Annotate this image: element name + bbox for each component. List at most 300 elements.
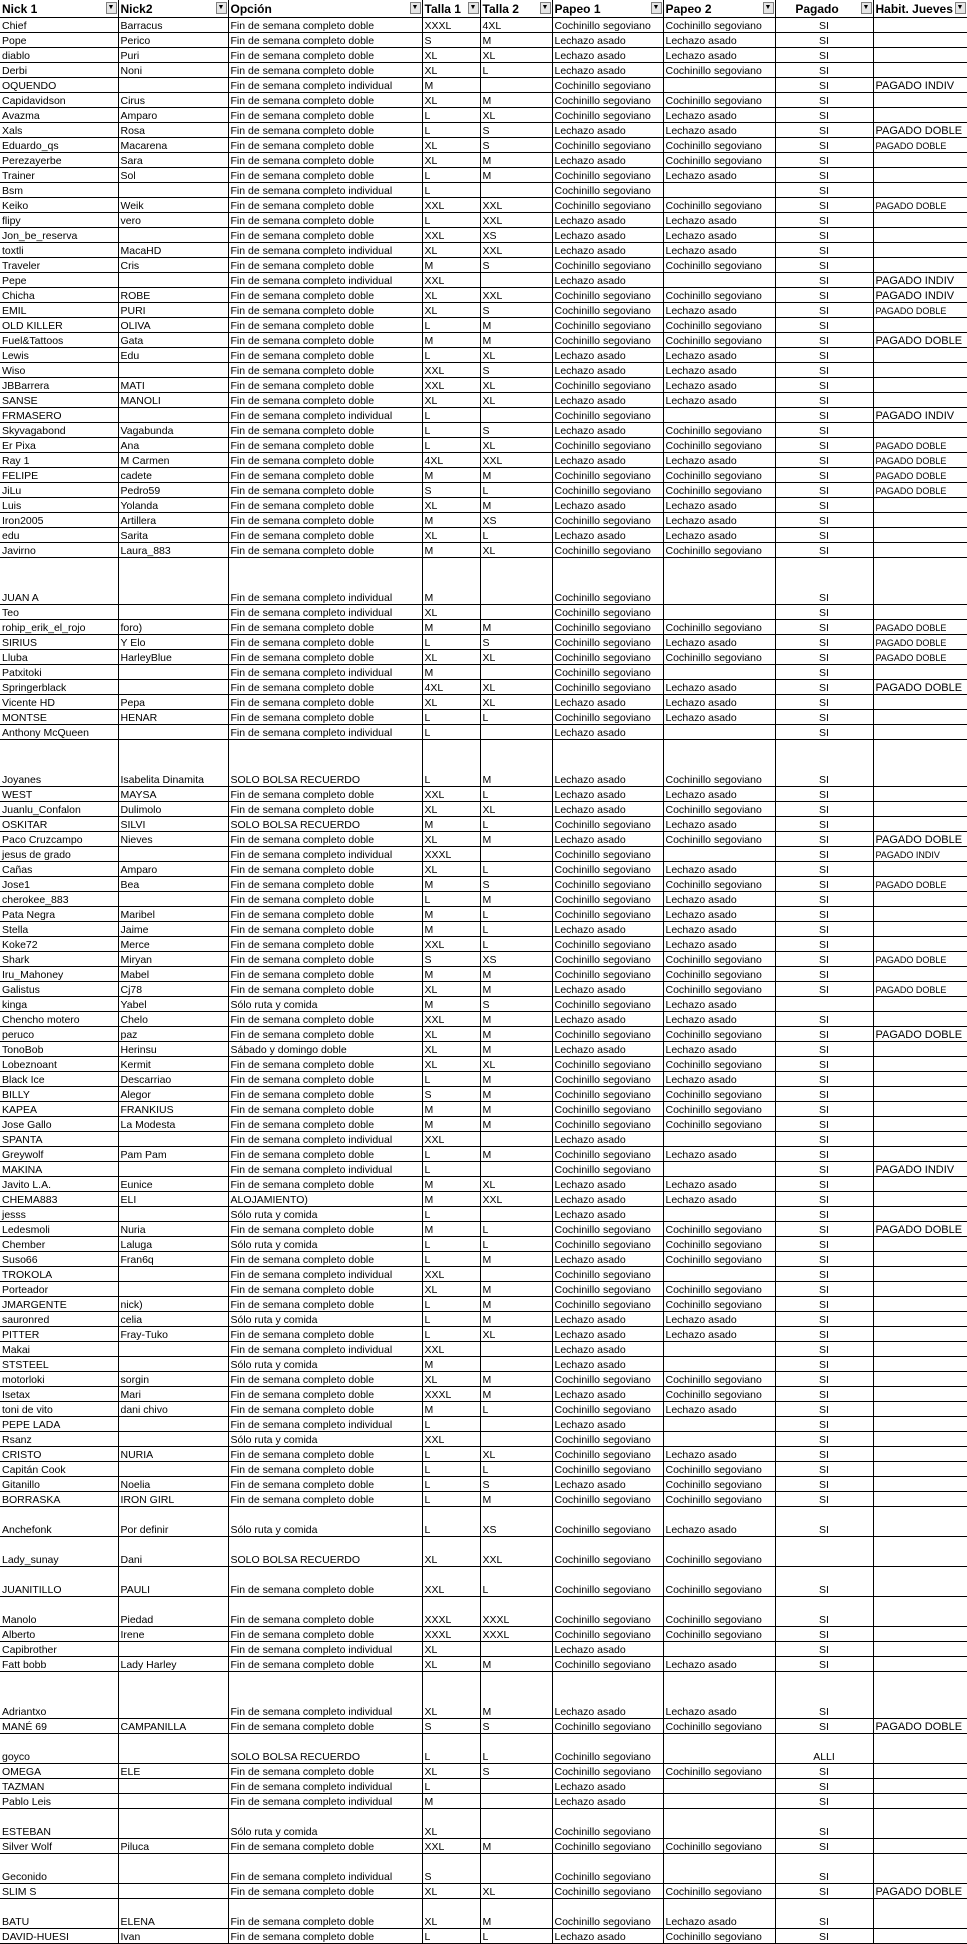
cell-nick2[interactable]: [118, 1884, 228, 1899]
cell-pagado[interactable]: SI: [775, 468, 873, 483]
cell-nick2[interactable]: [118, 228, 228, 243]
cell-nick1[interactable]: Capidavidson: [0, 93, 118, 108]
cell-opcion[interactable]: Fin de semana completo doble: [228, 802, 422, 817]
cell-nick2[interactable]: Macarena: [118, 138, 228, 153]
cell-habit-jueves[interactable]: [873, 997, 967, 1012]
cell-talla2[interactable]: L: [480, 483, 552, 498]
cell-talla1[interactable]: XL: [422, 1282, 480, 1297]
cell-talla1[interactable]: M: [422, 1192, 480, 1207]
cell-pagado[interactable]: SI: [775, 680, 873, 695]
cell-talla2[interactable]: L: [480, 862, 552, 877]
cell-pagado[interactable]: SI: [775, 695, 873, 710]
cell-nick2[interactable]: MATI: [118, 378, 228, 393]
cell-pagado[interactable]: SI: [775, 213, 873, 228]
cell-talla1[interactable]: L: [422, 318, 480, 333]
cell-nick2[interactable]: FRANKIUS: [118, 1102, 228, 1117]
cell-talla2[interactable]: XL: [480, 393, 552, 408]
cell-opcion[interactable]: Fin de semana completo doble: [228, 1477, 422, 1492]
cell-nick2[interactable]: celia: [118, 1312, 228, 1327]
cell-papeo2[interactable]: Lechazo asado: [663, 695, 775, 710]
cell-nick2[interactable]: Alegor: [118, 1087, 228, 1102]
cell-habit-jueves[interactable]: [873, 1417, 967, 1432]
cell-opcion[interactable]: Fin de semana completo doble: [228, 123, 422, 138]
cell-papeo1[interactable]: Cochinillo segoviano: [552, 817, 663, 832]
cell-talla1[interactable]: M: [422, 333, 480, 348]
cell-opcion[interactable]: Fin de semana completo doble: [228, 1087, 422, 1102]
cell-pagado[interactable]: SI: [775, 1327, 873, 1342]
cell-nick2[interactable]: Piluca: [118, 1839, 228, 1854]
cell-pagado[interactable]: SI: [775, 1642, 873, 1657]
cell-habit-jueves[interactable]: [873, 907, 967, 922]
cell-opcion[interactable]: Fin de semana completo doble: [228, 1402, 422, 1417]
cell-habit-jueves[interactable]: [873, 802, 967, 817]
cell-talla1[interactable]: M: [422, 1402, 480, 1417]
cell-papeo2[interactable]: Cochinillo segoviano: [663, 1087, 775, 1102]
cell-pagado[interactable]: SI: [775, 605, 873, 620]
cell-papeo2[interactable]: Lechazo asado: [663, 1672, 775, 1719]
cell-pagado[interactable]: SI: [775, 1207, 873, 1222]
cell-opcion[interactable]: Fin de semana completo doble: [228, 18, 422, 33]
cell-papeo1[interactable]: Cochinillo segoviano: [552, 78, 663, 93]
cell-habit-jueves[interactable]: [873, 393, 967, 408]
cell-pagado[interactable]: SI: [775, 228, 873, 243]
cell-talla1[interactable]: XL: [422, 862, 480, 877]
cell-nick2[interactable]: Sara: [118, 153, 228, 168]
cell-habit-jueves[interactable]: [873, 1252, 967, 1267]
cell-opcion[interactable]: Fin de semana completo doble: [228, 228, 422, 243]
cell-pagado[interactable]: SI: [775, 1387, 873, 1402]
cell-habit-jueves[interactable]: [873, 1672, 967, 1719]
cell-papeo1[interactable]: Lechazo asado: [552, 1417, 663, 1432]
cell-talla1[interactable]: XL: [422, 63, 480, 78]
cell-habit-jueves[interactable]: PAGADO DOBLE: [873, 198, 967, 213]
cell-nick2[interactable]: [118, 892, 228, 907]
cell-opcion[interactable]: Fin de semana completo doble: [228, 922, 422, 937]
cell-habit-jueves[interactable]: [873, 740, 967, 787]
cell-opcion[interactable]: Fin de semana completo doble: [228, 213, 422, 228]
cell-habit-jueves[interactable]: [873, 1267, 967, 1282]
cell-talla1[interactable]: L: [422, 123, 480, 138]
cell-nick2[interactable]: Kermit: [118, 1057, 228, 1072]
cell-pagado[interactable]: SI: [775, 1839, 873, 1854]
cell-talla2[interactable]: [480, 273, 552, 288]
cell-talla2[interactable]: S: [480, 138, 552, 153]
cell-talla1[interactable]: L: [422, 1477, 480, 1492]
cell-opcion[interactable]: Fin de semana completo individual: [228, 847, 422, 862]
cell-talla1[interactable]: XL: [422, 832, 480, 847]
cell-talla2[interactable]: XS: [480, 228, 552, 243]
cell-habit-jueves[interactable]: [873, 787, 967, 802]
cell-talla1[interactable]: XXL: [422, 1432, 480, 1447]
cell-talla2[interactable]: M: [480, 1072, 552, 1087]
cell-talla1[interactable]: M: [422, 1222, 480, 1237]
cell-pagado[interactable]: SI: [775, 378, 873, 393]
cell-pagado[interactable]: SI: [775, 1342, 873, 1357]
cell-nick2[interactable]: [118, 1132, 228, 1147]
cell-opcion[interactable]: Fin de semana completo doble: [228, 1147, 422, 1162]
cell-talla2[interactable]: M: [480, 1042, 552, 1057]
cell-talla1[interactable]: XXXL: [422, 1387, 480, 1402]
cell-talla2[interactable]: XL: [480, 1447, 552, 1462]
cell-opcion[interactable]: Sólo ruta y comida: [228, 1312, 422, 1327]
cell-talla2[interactable]: XXL: [480, 288, 552, 303]
cell-talla1[interactable]: XL: [422, 1537, 480, 1567]
cell-opcion[interactable]: Fin de semana completo doble: [228, 348, 422, 363]
cell-pagado[interactable]: SI: [775, 1657, 873, 1672]
cell-talla2[interactable]: S: [480, 1764, 552, 1779]
cell-pagado[interactable]: SI: [775, 620, 873, 635]
cell-papeo1[interactable]: Lechazo asado: [552, 423, 663, 438]
cell-pagado[interactable]: SI: [775, 258, 873, 273]
cell-talla1[interactable]: XXL: [422, 1132, 480, 1147]
cell-opcion[interactable]: Fin de semana completo doble: [228, 787, 422, 802]
cell-papeo1[interactable]: Cochinillo segoviano: [552, 605, 663, 620]
cell-nick1[interactable]: Anchefonk: [0, 1507, 118, 1537]
cell-talla1[interactable]: M: [422, 513, 480, 528]
cell-talla1[interactable]: XXL: [422, 787, 480, 802]
cell-nick2[interactable]: MacaHD: [118, 243, 228, 258]
cell-papeo2[interactable]: [663, 1809, 775, 1839]
cell-habit-jueves[interactable]: [873, 1567, 967, 1597]
cell-talla1[interactable]: L: [422, 213, 480, 228]
cell-talla1[interactable]: M: [422, 1102, 480, 1117]
cell-pagado[interactable]: SI: [775, 408, 873, 423]
cell-pagado[interactable]: SI: [775, 1147, 873, 1162]
cell-talla2[interactable]: XL: [480, 802, 552, 817]
cell-talla1[interactable]: M: [422, 258, 480, 273]
cell-nick2[interactable]: Pepa: [118, 695, 228, 710]
cell-talla1[interactable]: M: [422, 1357, 480, 1372]
cell-papeo1[interactable]: Cochinillo segoviano: [552, 1537, 663, 1567]
cell-papeo1[interactable]: Cochinillo segoviano: [552, 1027, 663, 1042]
cell-habit-jueves[interactable]: [873, 1462, 967, 1477]
cell-habit-jueves[interactable]: [873, 258, 967, 273]
cell-talla1[interactable]: XL: [422, 153, 480, 168]
cell-opcion[interactable]: Fin de semana completo doble: [228, 1327, 422, 1342]
cell-papeo2[interactable]: Lechazo asado: [663, 393, 775, 408]
cell-talla2[interactable]: L: [480, 1237, 552, 1252]
cell-opcion[interactable]: Fin de semana completo doble: [228, 378, 422, 393]
cell-talla1[interactable]: S: [422, 483, 480, 498]
cell-opcion[interactable]: Fin de semana completo individual: [228, 1794, 422, 1809]
cell-papeo2[interactable]: Lechazo asado: [663, 1192, 775, 1207]
cell-papeo2[interactable]: Cochinillo segoviano: [663, 333, 775, 348]
cell-talla1[interactable]: L: [422, 1447, 480, 1462]
cell-opcion[interactable]: Fin de semana completo doble: [228, 33, 422, 48]
cell-nick2[interactable]: [118, 1432, 228, 1447]
cell-talla2[interactable]: S: [480, 363, 552, 378]
cell-papeo1[interactable]: Cochinillo segoviano: [552, 1492, 663, 1507]
cell-papeo1[interactable]: Cochinillo segoviano: [552, 1627, 663, 1642]
cell-papeo2[interactable]: [663, 665, 775, 680]
cell-talla1[interactable]: XL: [422, 393, 480, 408]
cell-opcion[interactable]: Fin de semana completo individual: [228, 725, 422, 740]
cell-talla2[interactable]: M: [480, 1672, 552, 1719]
cell-nick2[interactable]: [118, 1779, 228, 1794]
cell-talla2[interactable]: XL: [480, 348, 552, 363]
cell-papeo1[interactable]: Cochinillo segoviano: [552, 318, 663, 333]
cell-papeo2[interactable]: Lechazo asado: [663, 862, 775, 877]
cell-opcion[interactable]: Fin de semana completo doble: [228, 1657, 422, 1672]
cell-nick2[interactable]: Lady Harley: [118, 1657, 228, 1672]
cell-nick2[interactable]: PURI: [118, 303, 228, 318]
cell-papeo1[interactable]: Cochinillo segoviano: [552, 138, 663, 153]
cell-talla2[interactable]: [480, 558, 552, 605]
cell-nick2[interactable]: Amparo: [118, 108, 228, 123]
cell-nick1[interactable]: Traveler: [0, 258, 118, 273]
cell-opcion[interactable]: Fin de semana completo doble: [228, 453, 422, 468]
cell-habit-jueves[interactable]: [873, 423, 967, 438]
cell-talla1[interactable]: XL: [422, 695, 480, 710]
cell-nick2[interactable]: Puri: [118, 48, 228, 63]
cell-nick1[interactable]: Lobeznoant: [0, 1057, 118, 1072]
cell-nick2[interactable]: [118, 1357, 228, 1372]
cell-talla1[interactable]: L: [422, 1492, 480, 1507]
cell-opcion[interactable]: Fin de semana completo doble: [228, 138, 422, 153]
cell-talla2[interactable]: L: [480, 907, 552, 922]
cell-nick1[interactable]: Gitanillo: [0, 1477, 118, 1492]
cell-nick2[interactable]: MAYSA: [118, 787, 228, 802]
cell-papeo1[interactable]: Lechazo asado: [552, 1929, 663, 1944]
cell-talla1[interactable]: M: [422, 78, 480, 93]
cell-talla2[interactable]: L: [480, 1567, 552, 1597]
cell-talla2[interactable]: [480, 1432, 552, 1447]
cell-habit-jueves[interactable]: [873, 228, 967, 243]
cell-talla2[interactable]: M: [480, 1387, 552, 1402]
cell-nick1[interactable]: Trainer: [0, 168, 118, 183]
cell-papeo2[interactable]: Cochinillo segoviano: [663, 318, 775, 333]
cell-talla2[interactable]: L: [480, 1929, 552, 1944]
cell-talla2[interactable]: S: [480, 635, 552, 650]
cell-papeo1[interactable]: Lechazo asado: [552, 1012, 663, 1027]
cell-habit-jueves[interactable]: [873, 922, 967, 937]
cell-habit-jueves[interactable]: [873, 153, 967, 168]
cell-papeo1[interactable]: Lechazo asado: [552, 393, 663, 408]
cell-talla2[interactable]: L: [480, 787, 552, 802]
cell-nick1[interactable]: Adriantxo: [0, 1672, 118, 1719]
cell-papeo1[interactable]: Lechazo asado: [552, 725, 663, 740]
cell-papeo1[interactable]: Lechazo asado: [552, 1327, 663, 1342]
cell-opcion[interactable]: Fin de semana completo doble: [228, 1884, 422, 1899]
cell-nick2[interactable]: [118, 665, 228, 680]
cell-habit-jueves[interactable]: [873, 1794, 967, 1809]
cell-pagado[interactable]: SI: [775, 93, 873, 108]
cell-nick1[interactable]: Vicente HD: [0, 695, 118, 710]
cell-opcion[interactable]: Fin de semana completo individual: [228, 1267, 422, 1282]
cell-habit-jueves[interactable]: PAGADO DOBLE: [873, 620, 967, 635]
cell-papeo1[interactable]: Lechazo asado: [552, 528, 663, 543]
cell-papeo1[interactable]: Lechazo asado: [552, 33, 663, 48]
cell-habit-jueves[interactable]: [873, 1102, 967, 1117]
cell-pagado[interactable]: SI: [775, 288, 873, 303]
cell-papeo1[interactable]: Lechazo asado: [552, 1192, 663, 1207]
cell-papeo2[interactable]: [663, 1417, 775, 1432]
cell-talla1[interactable]: L: [422, 438, 480, 453]
cell-papeo2[interactable]: Lechazo asado: [663, 1447, 775, 1462]
cell-nick1[interactable]: Eduardo_qs: [0, 138, 118, 153]
cell-papeo2[interactable]: [663, 1342, 775, 1357]
cell-habit-jueves[interactable]: [873, 937, 967, 952]
cell-habit-jueves[interactable]: PAGADO DOBLE: [873, 982, 967, 997]
cell-nick1[interactable]: Jose Gallo: [0, 1117, 118, 1132]
cell-habit-jueves[interactable]: [873, 1207, 967, 1222]
cell-nick1[interactable]: JUANITILLO: [0, 1567, 118, 1597]
cell-opcion[interactable]: Fin de semana completo individual: [228, 273, 422, 288]
cell-talla2[interactable]: XL: [480, 650, 552, 665]
cell-talla1[interactable]: M: [422, 1177, 480, 1192]
cell-talla1[interactable]: M: [422, 922, 480, 937]
cell-habit-jueves[interactable]: [873, 967, 967, 982]
cell-papeo1[interactable]: Lechazo asado: [552, 1642, 663, 1657]
cell-papeo1[interactable]: Cochinillo segoviano: [552, 1839, 663, 1854]
cell-nick2[interactable]: Rosa: [118, 123, 228, 138]
cell-papeo1[interactable]: Cochinillo segoviano: [552, 1597, 663, 1627]
cell-papeo2[interactable]: Cochinillo segoviano: [663, 288, 775, 303]
cell-nick2[interactable]: Isabelita Dinamita: [118, 740, 228, 787]
cell-talla1[interactable]: XL: [422, 650, 480, 665]
cell-talla1[interactable]: L: [422, 635, 480, 650]
cell-habit-jueves[interactable]: [873, 378, 967, 393]
cell-talla1[interactable]: XXL: [422, 363, 480, 378]
cell-opcion[interactable]: Fin de semana completo doble: [228, 1177, 422, 1192]
cell-papeo1[interactable]: Lechazo asado: [552, 48, 663, 63]
cell-opcion[interactable]: Fin de semana completo doble: [228, 528, 422, 543]
cell-papeo1[interactable]: Cochinillo segoviano: [552, 483, 663, 498]
cell-pagado[interactable]: SI: [775, 1507, 873, 1537]
cell-papeo1[interactable]: Lechazo asado: [552, 1207, 663, 1222]
cell-papeo2[interactable]: Cochinillo segoviano: [663, 1884, 775, 1899]
cell-talla2[interactable]: M: [480, 1147, 552, 1162]
cell-nick1[interactable]: ESTEBAN: [0, 1809, 118, 1839]
cell-papeo2[interactable]: Lechazo asado: [663, 907, 775, 922]
cell-talla1[interactable]: L: [422, 1147, 480, 1162]
cell-nick2[interactable]: Weik: [118, 198, 228, 213]
cell-nick1[interactable]: Pata Negra: [0, 907, 118, 922]
cell-talla1[interactable]: XXXL: [422, 1597, 480, 1627]
cell-talla1[interactable]: M: [422, 907, 480, 922]
cell-pagado[interactable]: SI: [775, 1402, 873, 1417]
cell-nick1[interactable]: MAKINA: [0, 1162, 118, 1177]
cell-pagado[interactable]: [775, 1537, 873, 1567]
cell-papeo2[interactable]: Lechazo asado: [663, 228, 775, 243]
cell-habit-jueves[interactable]: PAGADO DOBLE: [873, 1027, 967, 1042]
cell-nick2[interactable]: [118, 680, 228, 695]
cell-talla1[interactable]: L: [422, 725, 480, 740]
cell-papeo1[interactable]: Cochinillo segoviano: [552, 710, 663, 725]
cell-talla1[interactable]: M: [422, 558, 480, 605]
cell-opcion[interactable]: Sólo ruta y comida: [228, 997, 422, 1012]
cell-papeo1[interactable]: Lechazo asado: [552, 832, 663, 847]
cell-papeo2[interactable]: Cochinillo segoviano: [663, 1929, 775, 1944]
cell-nick1[interactable]: kinga: [0, 997, 118, 1012]
cell-pagado[interactable]: SI: [775, 1779, 873, 1794]
cell-habit-jueves[interactable]: [873, 1342, 967, 1357]
cell-pagado[interactable]: SI: [775, 1102, 873, 1117]
cell-talla1[interactable]: M: [422, 468, 480, 483]
cell-opcion[interactable]: Fin de semana completo doble: [228, 1072, 422, 1087]
cell-papeo1[interactable]: Lechazo asado: [552, 498, 663, 513]
cell-pagado[interactable]: SI: [775, 740, 873, 787]
cell-nick1[interactable]: Geconido: [0, 1854, 118, 1884]
cell-talla2[interactable]: [480, 183, 552, 198]
cell-papeo2[interactable]: Cochinillo segoviano: [663, 1057, 775, 1072]
cell-talla2[interactable]: XL: [480, 108, 552, 123]
cell-nick1[interactable]: OMEGA: [0, 1764, 118, 1779]
cell-habit-jueves[interactable]: [873, 48, 967, 63]
cell-talla2[interactable]: XXL: [480, 453, 552, 468]
cell-talla1[interactable]: XL: [422, 1764, 480, 1779]
cell-pagado[interactable]: SI: [775, 982, 873, 997]
cell-opcion[interactable]: Fin de semana completo individual: [228, 1417, 422, 1432]
cell-habit-jueves[interactable]: [873, 1177, 967, 1192]
cell-papeo1[interactable]: Lechazo asado: [552, 695, 663, 710]
cell-opcion[interactable]: Fin de semana completo doble: [228, 1102, 422, 1117]
cell-nick2[interactable]: Edu: [118, 348, 228, 363]
cell-talla1[interactable]: L: [422, 1929, 480, 1944]
cell-pagado[interactable]: SI: [775, 558, 873, 605]
cell-papeo1[interactable]: Lechazo asado: [552, 1387, 663, 1402]
cell-nick1[interactable]: Skyvagabond: [0, 423, 118, 438]
cell-opcion[interactable]: Fin de semana completo doble: [228, 1057, 422, 1072]
cell-papeo1[interactable]: Cochinillo segoviano: [552, 1102, 663, 1117]
cell-talla2[interactable]: L: [480, 1402, 552, 1417]
cell-opcion[interactable]: Fin de semana completo doble: [228, 1117, 422, 1132]
cell-papeo1[interactable]: Lechazo asado: [552, 123, 663, 138]
cell-habit-jueves[interactable]: [873, 1537, 967, 1567]
cell-talla1[interactable]: S: [422, 33, 480, 48]
cell-talla1[interactable]: L: [422, 710, 480, 725]
cell-nick2[interactable]: [118, 1162, 228, 1177]
cell-talla1[interactable]: XXL: [422, 1267, 480, 1282]
cell-papeo1[interactable]: Lechazo asado: [552, 922, 663, 937]
cell-papeo2[interactable]: Cochinillo segoviano: [663, 18, 775, 33]
cell-papeo2[interactable]: Cochinillo segoviano: [663, 258, 775, 273]
cell-talla1[interactable]: M: [422, 817, 480, 832]
cell-papeo2[interactable]: [663, 1794, 775, 1809]
cell-talla1[interactable]: XL: [422, 93, 480, 108]
cell-talla2[interactable]: [480, 1357, 552, 1372]
cell-talla2[interactable]: M: [480, 1117, 552, 1132]
cell-nick2[interactable]: cadete: [118, 468, 228, 483]
cell-nick2[interactable]: SILVI: [118, 817, 228, 832]
cell-talla2[interactable]: L: [480, 528, 552, 543]
cell-opcion[interactable]: Sólo ruta y comida: [228, 1809, 422, 1839]
cell-nick1[interactable]: Keiko: [0, 198, 118, 213]
cell-nick1[interactable]: jesss: [0, 1207, 118, 1222]
cell-nick2[interactable]: Yabel: [118, 997, 228, 1012]
cell-nick1[interactable]: Capitán Cook: [0, 1462, 118, 1477]
cell-nick2[interactable]: Yolanda: [118, 498, 228, 513]
cell-habit-jueves[interactable]: [873, 1854, 967, 1884]
cell-talla2[interactable]: XL: [480, 695, 552, 710]
cell-papeo1[interactable]: Cochinillo segoviano: [552, 108, 663, 123]
cell-papeo2[interactable]: Cochinillo segoviano: [663, 1839, 775, 1854]
cell-papeo1[interactable]: Lechazo asado: [552, 802, 663, 817]
cell-opcion[interactable]: Fin de semana completo doble: [228, 153, 422, 168]
cell-nick1[interactable]: FRMASERO: [0, 408, 118, 423]
cell-habit-jueves[interactable]: PAGADO INDIV: [873, 1162, 967, 1177]
cell-pagado[interactable]: SI: [775, 1252, 873, 1267]
cell-papeo2[interactable]: [663, 408, 775, 423]
cell-talla1[interactable]: M: [422, 620, 480, 635]
cell-papeo1[interactable]: Cochinillo segoviano: [552, 937, 663, 952]
cell-habit-jueves[interactable]: [873, 18, 967, 33]
cell-opcion[interactable]: Fin de semana completo doble: [228, 1567, 422, 1597]
cell-pagado[interactable]: SI: [775, 967, 873, 982]
cell-opcion[interactable]: Fin de semana completo doble: [228, 710, 422, 725]
cell-nick2[interactable]: [118, 558, 228, 605]
cell-opcion[interactable]: SOLO BOLSA RECUERDO: [228, 1537, 422, 1567]
